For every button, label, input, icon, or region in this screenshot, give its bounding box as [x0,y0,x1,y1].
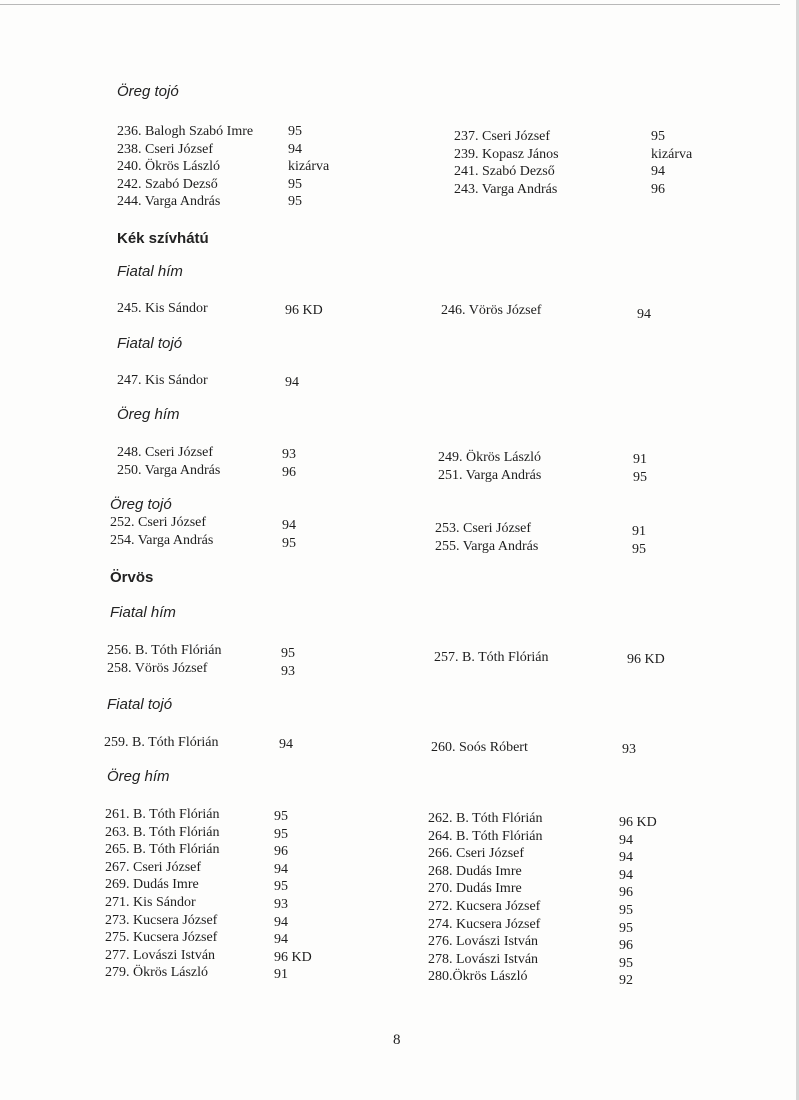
entry-line: 94 [619,850,633,866]
entry-line: 94 [651,164,665,180]
left-scores-oreg-tojo [288,123,329,211]
entry-line: 250. Varga András [117,462,221,478]
entry-line: 256. B. Tóth Flórián [107,643,222,658]
entry-line: 246. Vörös József [441,303,542,318]
left-names-fiatal-tojo [117,372,208,390]
left-names-fiatal-him [117,300,208,318]
entry-line: 95 [288,124,302,139]
entry-line: 95 [288,176,302,192]
entry-line: 96 KD [627,652,665,667]
entry-line: 93 [281,663,295,679]
entry-line: 94 [274,861,288,877]
entry-line: 96 [282,464,296,480]
left-scores-fiatal-tojo [285,374,299,392]
section-title-oreg-him: Öreg hím [107,768,170,785]
entry-line: 96 [651,181,665,197]
left-scores-oreg-tojo [282,517,296,552]
entry-line: 238. Cseri József [117,141,214,157]
entry-line: 275. Kucsera József [105,930,218,946]
entry-line: 248. Cseri József [117,445,214,460]
entry-line: 95 [619,920,633,936]
entry-line: 96 [619,885,633,901]
right-names-fiatal-him [434,649,548,667]
entry-line: 95 [619,955,633,971]
right-names-fiatal-him [441,302,541,320]
right-names-oreg-tojo [435,520,538,555]
right-scores-oreg-him [633,451,647,486]
left-scores-fiatal-him [281,645,295,680]
entry-line: 94 [274,932,288,948]
entry-line: 96 KD [285,303,323,318]
entry-line: 93 [282,447,296,462]
entry-line: 266. Cseri József [428,846,525,862]
left-names-oreg-tojo [110,514,213,549]
entry-line: 96 KD [619,815,657,830]
entry-line: 280.Ökrös László [428,969,528,985]
entry-line: 236. Balogh Szabó Imre [117,124,254,139]
left-names-oreg-tojo [117,123,253,211]
entry-line: 272. Kucsera József [428,898,541,914]
entry-line: 94 [274,914,288,930]
entry-line: 93 [622,742,636,757]
right-names-oreg-him [428,810,542,986]
entry-line: 91 [632,524,646,539]
top-rule [0,4,780,5]
entry-line: 270. Dudás Imre [428,881,522,897]
left-scores-fiatal-tojo [279,736,293,754]
section-title-oreg-him: Öreg hím [117,406,180,423]
entry-line: 278. Lovászi István [428,951,539,967]
section-title-fiatal-tojo: Fiatal tojó [117,335,183,352]
right-names-oreg-tojo [454,128,559,198]
right-scores-fiatal-him [637,306,651,324]
entry-line: 259. B. Tóth Flórián [104,735,219,750]
entry-line: 245. Kis Sándor [117,301,208,316]
left-scores-fiatal-him [285,302,323,320]
entry-line: 94 [619,832,633,848]
right-scores-fiatal-him [627,651,665,669]
entry-line: 261. B. Tóth Flórián [105,807,220,822]
entry-line: 254. Varga András [110,532,214,548]
left-names-fiatal-tojo [104,734,218,752]
entry-line: kizárva [288,159,330,175]
entry-line: 262. B. Tóth Flórián [428,811,543,826]
entry-line: 92 [619,973,633,989]
entry-line: 251. Varga András [438,467,542,483]
entry-line: 253. Cseri József [435,521,532,536]
entry-line: 276. Lovászi István [428,934,539,950]
section-title-fiatal-him: Fiatal hím [117,263,183,280]
entry-line: 94 [282,518,296,533]
entry-line: 243. Varga András [454,181,558,197]
entry-line: 241. Szabó Dezső [454,164,555,180]
entry-line: 95 [274,879,288,895]
section-title-oreg-tojo: Öreg tojó [110,496,172,513]
left-names-oreg-him [117,444,220,479]
entry-line: 95 [274,826,288,842]
entry-line: 95 [281,646,295,661]
entry-line: 94 [288,141,302,157]
entry-line: 240. Ökrös László [117,159,221,175]
entry-line: 96 [274,844,288,860]
entry-line: 93 [274,896,288,912]
entry-line: 95 [282,535,296,551]
entry-line: kizárva [651,146,693,162]
page-number: 8 [393,1032,401,1048]
entry-line: 96 KD [274,949,312,965]
section-title-fiatal-tojo: Fiatal tojó [107,696,173,713]
entry-line: 249. Ökrös László [438,450,542,465]
entry-line: 265. B. Tóth Flórián [105,842,220,858]
entry-line: 271. Kis Sándor [105,894,196,910]
entry-line: 242. Szabó Dezső [117,176,218,192]
entry-line: 267. Cseri József [105,859,202,875]
entry-line: 96 [619,938,633,954]
right-scores-fiatal-tojo [622,741,636,759]
category-title-orvos: Örvös [110,569,154,586]
entry-line: 95 [633,469,647,485]
entry-line: 273. Kucsera József [105,912,218,928]
entry-line: 257. B. Tóth Flórián [434,650,549,665]
right-scores-oreg-tojo [651,128,692,198]
entry-line: 279. Ökrös László [105,965,209,981]
entry-line: 95 [619,902,633,918]
entry-line: 277. Lovászi István [105,947,216,963]
entry-line: 255. Varga András [435,538,539,554]
section-title-fiatal-him: Fiatal hím [110,604,176,621]
entry-line: 91 [633,452,647,467]
left-scores-oreg-him [282,446,296,481]
right-scores-oreg-him [619,814,657,990]
entry-line: 268. Dudás Imre [428,863,522,879]
right-names-oreg-him [438,449,541,484]
entry-line: 94 [619,867,633,883]
entry-line: 264. B. Tóth Flórián [428,828,543,844]
entry-line: 269. Dudás Imre [105,877,199,893]
entry-line: 95 [651,129,665,144]
entry-line: 95 [274,809,288,824]
entry-line: 239. Kopasz János [454,146,559,162]
entry-line: 94 [279,737,293,752]
left-names-oreg-him [105,806,219,982]
right-names-fiatal-tojo [431,739,528,757]
category-title-kek-szivhatu: Kék szívhátú [117,230,209,247]
entry-line: 244. Varga András [117,194,221,210]
entry-line: 91 [274,967,288,983]
entry-line: 94 [285,375,299,390]
entry-line: 258. Vörös József [107,660,208,676]
entry-line: 263. B. Tóth Flórián [105,824,220,840]
entry-line: 274. Kucsera József [428,916,541,932]
entry-line: 95 [288,194,302,210]
entry-line: 94 [637,307,651,322]
entry-line: 237. Cseri József [454,129,551,144]
left-scores-oreg-him [274,808,312,984]
entry-line: 95 [632,541,646,557]
entry-line: 252. Cseri József [110,515,207,530]
section-title-oreg-tojo: Öreg tojó [117,83,179,100]
entry-line: 260. Soós Róbert [431,740,528,755]
right-scores-oreg-tojo [632,523,646,558]
entry-line: 247. Kis Sándor [117,373,208,388]
left-names-fiatal-him [107,642,221,677]
